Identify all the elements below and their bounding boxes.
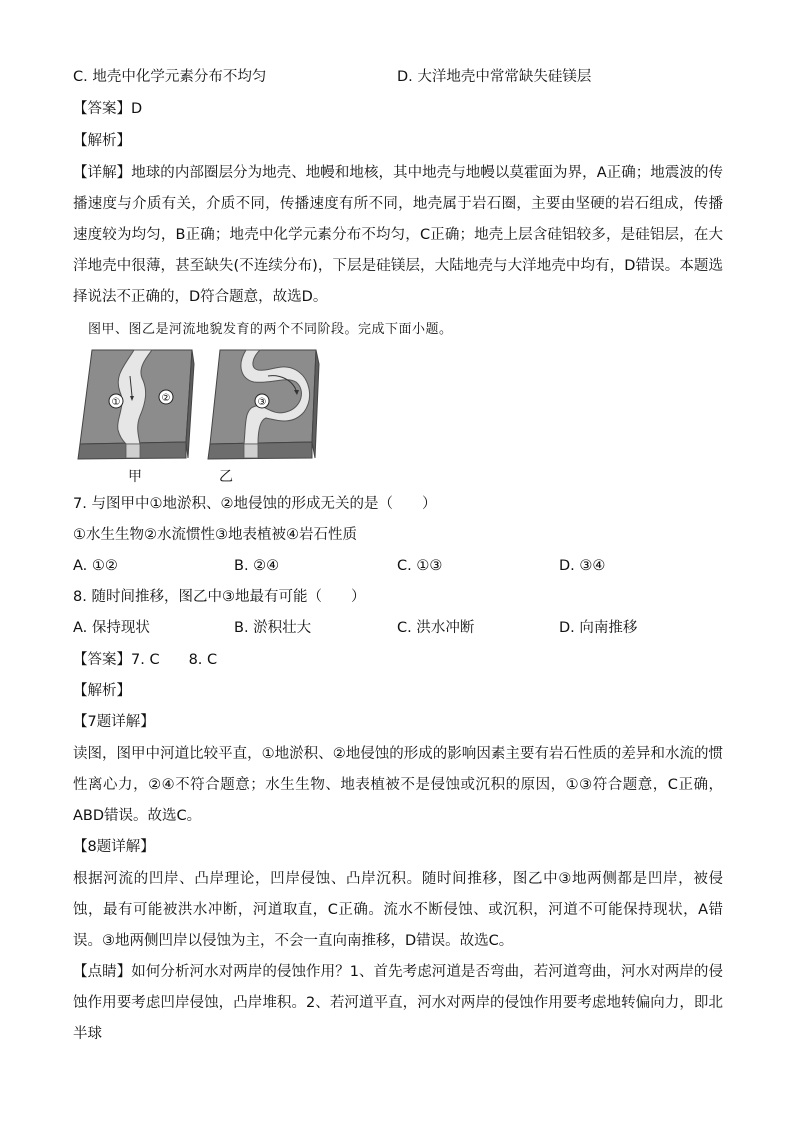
q6-analysis-heading: 【解析】: [73, 133, 131, 149]
q8-option-b: B. 淤积壮大: [234, 620, 312, 636]
figure-intro: 图甲、图乙是河流地貌发育的两个不同阶段。完成下面小题。: [88, 322, 453, 337]
q8-option-d: D. 向南推移: [559, 620, 638, 636]
river-figure-jia: [74, 346, 196, 462]
q6-answer: 【答案】D: [73, 101, 143, 117]
q8-detail: 根据河流的凹岸、凸岸理论，凹岸侵蚀、凸岸沉积。随时间推移，图乙中③地两侧都是凹岸，被侵蚀，最有可能被洪水冲断，河道取直，C正确。流水不断侵蚀、或沉积，河道不可能保持现状，A错误。③地两侧凹岸以侵蚀为主，不会一直向南推移，D错误。故选C。: [73, 871, 723, 949]
q7-option-b: B. ②④: [234, 558, 280, 574]
analysis-7-8-heading: 【解析】: [73, 683, 131, 699]
tip-note: 【点睛】如何分析河水对两岸的侵蚀作用？1、首先考虑河道是否弯曲，若河道弯曲，河水对两岸的侵蚀作用要考虑凹岸侵蚀，凸岸堆积。2、若河道平直，河水对两岸的侵蚀作用要考虑地转偏向力，即北半球: [73, 964, 723, 1042]
answers-7-8: 【答案】7. C 8. C: [73, 652, 218, 668]
q8-stem: 8. 随时间推移，图乙中③地最有可能（ ）: [73, 589, 366, 605]
marker-2: ②: [161, 393, 171, 404]
q6-option-c: C. 地壳中化学元素分布不均匀: [73, 69, 267, 85]
q8-option-c: C. 洪水冲断: [397, 620, 475, 636]
q7-stem: 7. 与图甲中①地淤积、②地侵蚀的形成无关的是（ ）: [73, 496, 437, 512]
q6-detail: 【详解】地球的内部圈层分为地壳、地幔和地核，其中地壳与地幔以莫霍面为界，A正确；地震波的传播速度与介质有关，介质不同，传播速度有所不同，地壳属于岩石圈，主要由坚硬的岩石组成，传播速度较为均匀，B正确；地壳中化学元素分布不均匀，C正确；地壳上层含硅铝较多，是硅铝层，在大洋地壳中很薄，甚至缺失(不连续分布)，下层是硅镁层，大陆地壳与大洋地壳中均有，D错误。本题选择说法不正确的，D符合题意，故选D。: [73, 165, 723, 305]
figure-label-yi: 乙: [219, 469, 233, 485]
q6-option-d: D. 大洋地壳中常常缺失硅镁层: [397, 69, 592, 85]
q7-option-a: A. ①②: [73, 558, 118, 574]
q8-detail-heading: 【8题详解】: [73, 839, 155, 855]
q7-option-c: C. ①③: [397, 558, 443, 574]
marker-1: ①: [111, 397, 121, 408]
figure-label-jia: 甲: [128, 469, 142, 485]
q8-option-a: A. 保持现状: [73, 620, 150, 636]
q7-detail: 读图，图甲中河道比较平直，①地淤积、②地侵蚀的形成的影响因素主要有岩石性质的差异和水流的惯性离心力，②④不符合题意；水生生物、地表植被不是侵蚀或沉积的原因，①③符合题意，C正确，ABD错误。故选C。: [73, 746, 723, 824]
q7-detail-heading: 【7题详解】: [73, 714, 155, 730]
river-figure-yi: [206, 346, 322, 462]
marker-3: ③: [257, 397, 267, 408]
q7-option-d: D. ③④: [559, 558, 606, 574]
q7-items: ①水生生物②水流惯性③地表植被④岩石性质: [73, 527, 357, 543]
